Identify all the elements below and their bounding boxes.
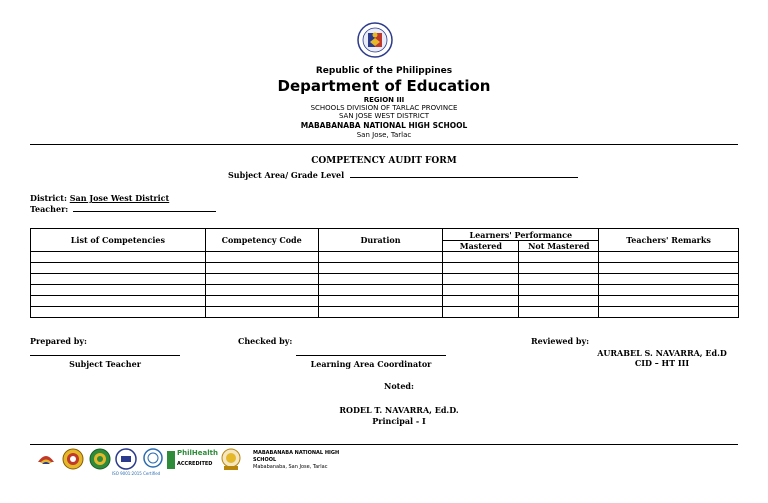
philhealth-badge (167, 447, 217, 471)
subject-area-label: Subject Area/ Grade Level (228, 170, 345, 180)
teacher-label: Teacher: (30, 204, 69, 214)
footer-school-line2: SCHOOL (253, 457, 277, 463)
iso-caption: ISO 9001:2015 Certified (112, 471, 161, 476)
bagong-pilipinas-logo (34, 448, 58, 472)
philhealth-icon (167, 451, 175, 469)
principal-name: RODEL T. NAVARRA, Ed.D. (339, 405, 459, 415)
col-competency-code: Competency Code (205, 229, 318, 252)
prepared-by-label: Prepared by: (30, 336, 87, 346)
checked-role: Learning Area Coordinator (310, 359, 432, 369)
col-learners-performance: Learners' Performance (443, 229, 599, 241)
award-seal-logo (220, 448, 242, 472)
reviewer-role: CID – HT III (634, 358, 690, 368)
competency-table (30, 228, 739, 318)
school-line: MABABANABA NATIONAL HIGH SCHOOL (300, 121, 468, 130)
footer-school-line1: MABABANABA NATIONAL HIGH (253, 450, 340, 456)
district-field (30, 193, 169, 203)
subject-area-blank (350, 177, 578, 178)
footer-school-info (253, 450, 339, 471)
philhealth-accredited: ACCREDITED (177, 461, 213, 467)
table-row (31, 263, 739, 274)
division-seal-logo (89, 448, 111, 470)
location-line: San Jose, Tarlac (356, 131, 412, 139)
table-row (31, 252, 739, 263)
district-label: District: (30, 193, 67, 203)
footer-address: Mababanaba, San Jose, Tarlac (253, 464, 328, 470)
reviewed-by-label: Reviewed by: (531, 336, 590, 346)
footer-divider (30, 444, 738, 445)
deped-seal-logo (357, 22, 393, 58)
table-row (31, 285, 739, 296)
col-competencies: List of Competencies (31, 229, 206, 252)
checked-signature-line (296, 355, 446, 356)
republic-line: Republic of the Philippines (315, 66, 453, 76)
col-duration: Duration (318, 229, 443, 252)
district-value: San Jose West District (69, 193, 170, 203)
deped-matatag-logo (115, 448, 137, 470)
table-row (31, 274, 739, 285)
teacher-field (30, 204, 216, 214)
table-row (31, 307, 739, 318)
division-line: SCHOOLS DIVISION OF TARLAC PROVINCE (310, 104, 458, 112)
prepared-role: Subject Teacher (69, 359, 141, 369)
district-line: SAN JOSE WEST DISTRICT (338, 112, 430, 120)
philhealth-name: PhilHealth (177, 449, 218, 457)
principal-role: Principal - I (372, 416, 426, 426)
col-teachers-remarks: Teachers' Remarks (599, 229, 739, 252)
form-title: COMPETENCY AUDIT FORM (311, 156, 457, 166)
iso-certification-logo (143, 448, 163, 468)
table-row (31, 296, 739, 307)
noted-label: Noted: (384, 381, 414, 391)
col-not-mastered: Not Mastered (519, 241, 599, 252)
header-divider (30, 144, 738, 145)
teacher-blank (73, 211, 216, 212)
checked-by-label: Checked by: (238, 336, 293, 346)
region-line: REGION III (363, 96, 405, 104)
col-mastered: Mastered (443, 241, 519, 252)
school-seal-logo (62, 448, 84, 470)
department-title: Department of Education (277, 77, 491, 95)
reviewer-name: AURABEL S. NAVARRA, Ed.D (597, 348, 727, 358)
subject-area-field (228, 170, 578, 180)
prepared-signature-line (30, 355, 180, 356)
